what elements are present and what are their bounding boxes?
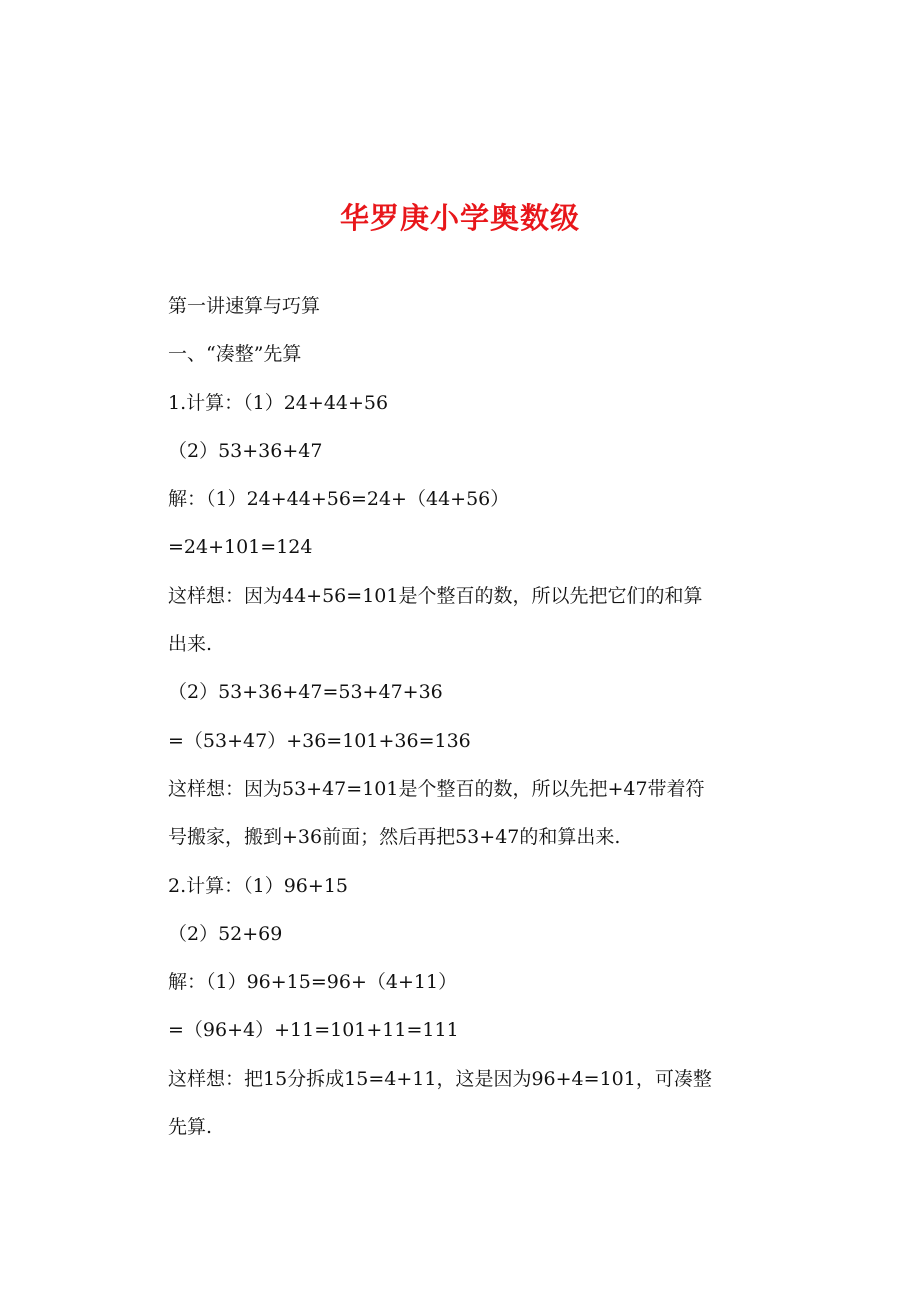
problem-1-statement: 1.计算：（1）24+44+56 <box>168 391 389 414</box>
explanation-1-line-2: 出来. <box>168 633 213 656</box>
problem-2-part-2: （2）52+69 <box>168 922 283 945</box>
solution-1-line-2: =24+101=124 <box>168 536 313 559</box>
explanation-3-line-1: 这样想：把15分拆成15=4+11，这是因为96+4=101，可凑整 <box>168 1067 712 1090</box>
solution-1-part-2-line-1: （2）53+36+47=53+47+36 <box>168 681 443 704</box>
document-body <box>168 282 768 1151</box>
solution-1-part-2-line-2: =（53+47）+36=101+36=136 <box>168 729 471 752</box>
explanation-2-line-1: 这样想：因为53+47=101是个整百的数，所以先把+47带着符 <box>168 777 705 800</box>
explanation-2-line-2: 号搬家，搬到+36前面；然后再把53+47的和算出来. <box>168 826 621 849</box>
solution-2-line-1: 解：（1）96+15=96+（4+11） <box>168 971 458 994</box>
document-title: 华罗庚小学奥数级 <box>339 201 580 235</box>
problem-1-part-2: （2）53+36+47 <box>168 439 323 462</box>
explanation-1-line-1: 这样想：因为44+56=101是个整百的数，所以先把它们的和算 <box>168 584 703 607</box>
problem-2-statement: 2.计算：（1）96+15 <box>168 874 348 897</box>
section-heading: 第一讲速算与巧算 <box>168 295 321 317</box>
solution-1-line-1: 解：（1）24+44+56=24+（44+56） <box>168 488 510 511</box>
solution-2-line-2: =（96+4）+11=101+11=111 <box>168 1019 459 1042</box>
explanation-3-line-2: 先算. <box>168 1116 213 1139</box>
subsection-heading: 一、“凑整”先算 <box>168 343 302 366</box>
